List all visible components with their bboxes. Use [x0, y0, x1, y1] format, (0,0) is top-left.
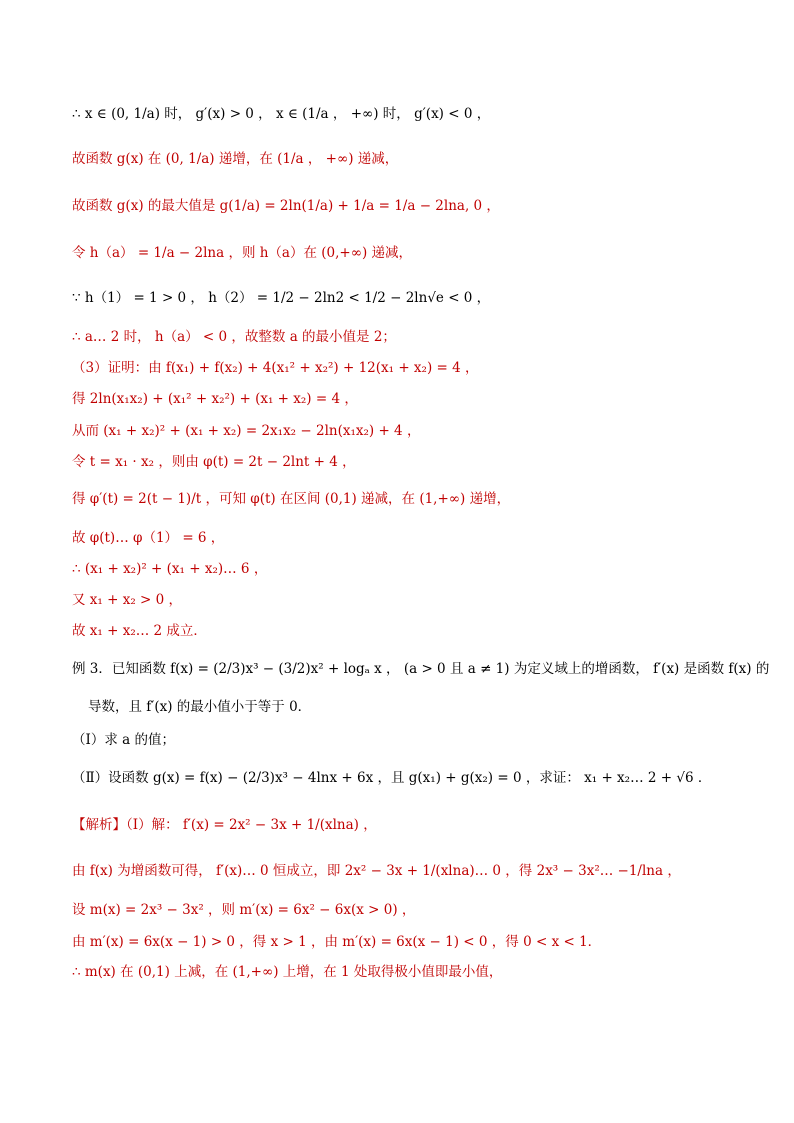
question-part-2: （Ⅱ）设函数 g(x) = f(x) − (2/3)x³ − 4lnx + 6x ，且 g(x₁) + g(x₂) = 0 ，求证： x₁ + x₂… 2 + √6 ．	[72, 770, 712, 786]
text-line: 故函数 g(x) 的最大值是 g(1/a) = 2ln(1/a) + 1/a = 1/a − 2lna, 0 ，	[72, 198, 500, 214]
solution-heading: 【解析】（Ⅰ）解： f′(x) = 2x² − 3x + 1/(xlna) ，	[72, 817, 377, 833]
text-line: 由 m′(x) = 6x(x − 1) > 0 ，得 x > 1 ，由 m′(x) = 6x(x − 1) < 0 ，得 0 < x < 1．	[72, 934, 602, 950]
text-line: 从而 (x₁ + x₂)² + (x₁ + x₂) = 2x₁x₂ − 2ln(x₁x₂) + 4 ，	[72, 423, 421, 439]
text-line: ∵ h（1） = 1 > 0 ， h（2） = 1/2 − 2ln2 < 1/2 − 2ln√e < 0 ，	[72, 290, 491, 306]
text-line: 故 x₁ + x₂… 2 成立．	[72, 623, 207, 639]
text-line: 又 x₁ + x₂ > 0 ，	[72, 592, 183, 608]
question-part-1: （Ⅰ）求 a 的值；	[72, 732, 175, 748]
text-line: 故函数 g(x) 在 (0, 1/a) 递增，在 (1/a ， +∞) 递减，	[72, 151, 399, 167]
text-line: ∴ a… 2 时， h（a） < 0 ，故整数 a 的最小值是 2；	[72, 329, 396, 345]
text-line: 导数，且 f′(x) 的最小值小于等于 0．	[88, 699, 312, 715]
text-line: 设 m(x) = 2x³ − 3x² ，则 m′(x) = 6x² − 6x(x > 0) ，	[72, 902, 416, 918]
text-line: 由 f(x) 为增函数可得， f′(x)… 0 恒成立，即 2x² − 3x + 1/(xlna)… 0 ，得 2x³ − 3x²… −1/lna ，	[72, 863, 681, 879]
text-line: ∴ (x₁ + x₂)² + (x₁ + x₂)… 6 ，	[72, 561, 268, 577]
text-line: （3）证明：由 f(x₁) + f(x₂) + 4(x₁² + x₂²) + 12(x₁ + x₂) = 4 ，	[72, 360, 479, 376]
text-line: ∴ m(x) 在 (0,1) 上减，在 (1,+∞) 上增，在 1 处取得极小值即最小值，	[72, 964, 503, 980]
text-line: 得 2ln(x₁x₂) + (x₁² + x₂²) + (x₁ + x₂) = 4 ，	[72, 391, 358, 407]
text-line: ∴ x ∈ (0, 1/a) 时， g′(x) > 0 ， x ∈ (1/a ， +∞) 时， g′(x) < 0 ，	[72, 106, 491, 122]
example-heading: 例 3．已知函数 f(x) = (2/3)x³ − (3/2)x² + logₐ x ， (a > 0 且 a ≠ 1) 为定义域上的增函数， f′(x) 是函数 f(x) 的	[72, 661, 770, 677]
text-line: 故 φ(t)… φ（1） = 6 ，	[72, 530, 225, 546]
text-line: 得 φ′(t) = 2(t − 1)/t ，可知 φ(t) 在区间 (0,1) 递减，在 (1,+∞) 递增，	[72, 491, 511, 507]
text-line: 令 h（a） = 1/a − 2lna ，则 h（a）在 (0,+∞) 递减，	[72, 245, 413, 261]
text-line: 令 t = x₁ · x₂ ，则由 φ(t) = 2t − 2lnt + 4 ，	[72, 454, 356, 470]
